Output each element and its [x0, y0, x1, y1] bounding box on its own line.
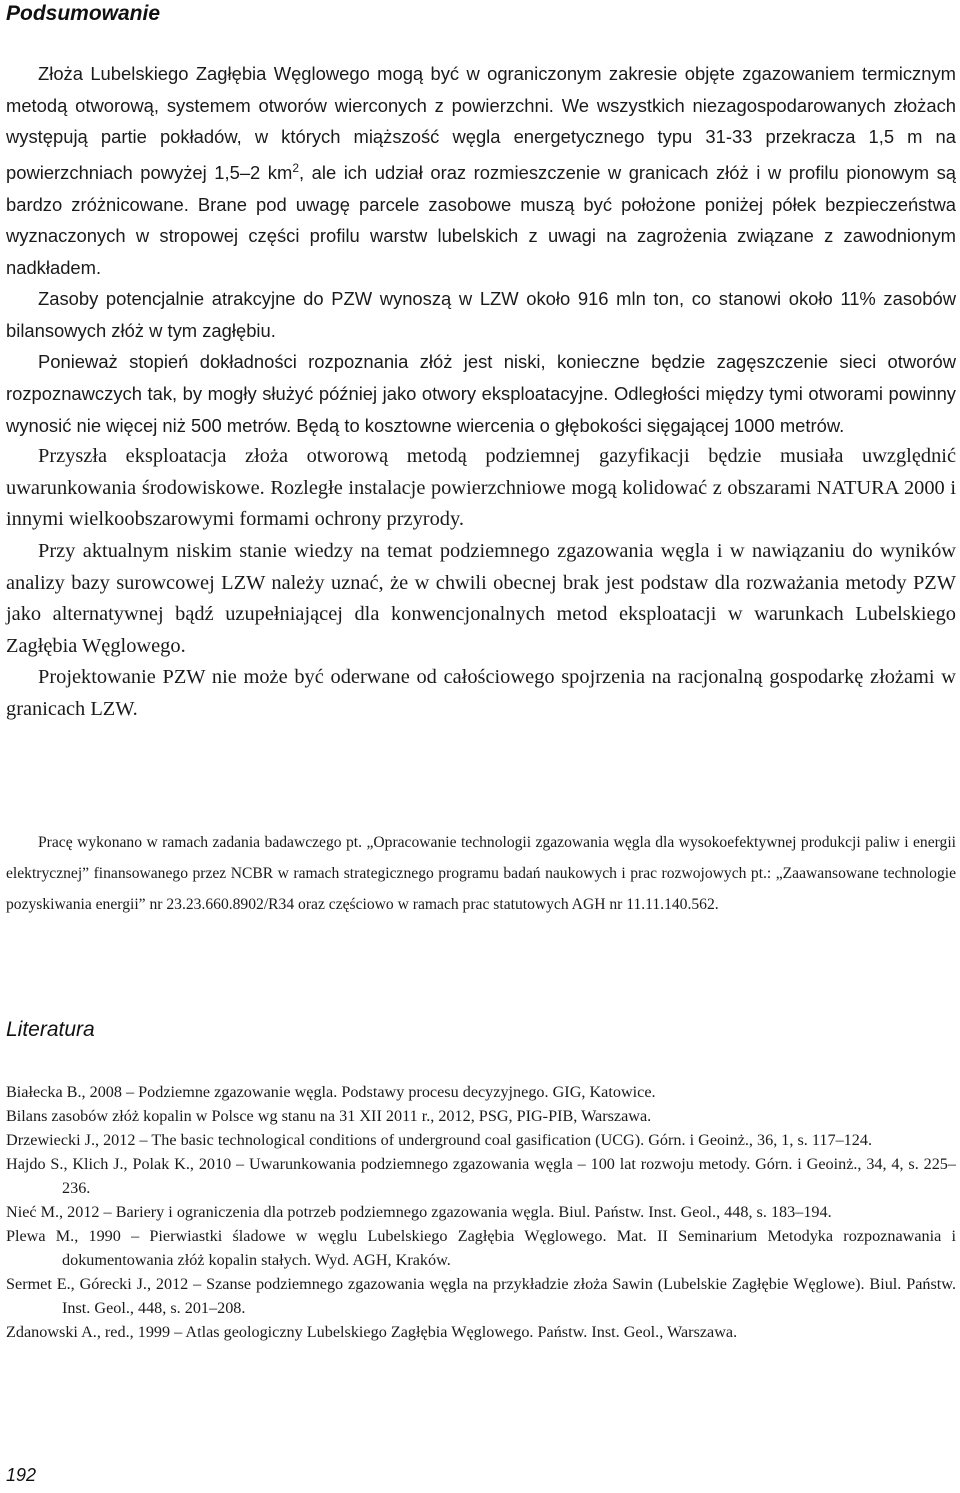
paragraph-2-text: Brane pod uwagę parcele zasobowe muszą być położone poniżej półek bezpieczeństwa wyznaczonych w stropowej części profilu warstw lubelskich z uwagi na zagrożenia związane z zawodnionym nadkładem.	[6, 193, 956, 278]
reference-item: Sermet E., Górecki J., 2012 – Szanse podziemnego zgazowania węgla na przykładzie złoża Sawin (Lubelskie Zagłębie Węglowe). Biul. Państw. Inst. Geol., 448, s. 201–208.	[6, 1275, 956, 1317]
reference-item: Nieć M., 2012 – Bariery i ograniczenia dla potrzeb podziemnego zgazowania węgla. Biul. Państw. Inst. Geol., 448, s. 183–194.	[6, 1203, 832, 1221]
superscript: 2	[292, 160, 300, 175]
summary-body	[6, 58, 956, 726]
page-number: 192	[6, 1465, 37, 1485]
reference-item: Białecka B., 2008 – Podziemne zgazowanie węgla. Podstawy procesu decyzyjnego. GIG, Katowice.	[6, 1083, 656, 1101]
reference-item: Hajdo S., Klich J., Polak K., 2010 – Uwarunkowania podziemnego zgazowania węgla – 100 lat rozwoju metody. Górn. i Geoinż., 34, 4, s. 225–236.	[6, 1155, 956, 1197]
paragraph-3: Zasoby potencjalnie atrakcyjne do PZW wynoszą w LZW około 916 mln ton, co stanowi około 11% zasobów bilansowych złóż w tym zagłębiu.	[6, 288, 956, 341]
reference-item: Zdanowski A., red., 1999 – Atlas geologiczny Lubelskiego Zagłębia Węglowego. Państw. Inst. Geol., Warszawa.	[6, 1323, 738, 1341]
paragraph-7: Projektowanie PZW nie może być oderwane od całościowego spojrzenia na racjonalną gospodarkę złożami w granicach LZW.	[6, 666, 956, 720]
paragraph-1-text: Złoża Lubelskiego Zagłębia Węglowego mogą być w ograniczonym zakresie objęte zgazowaniem termicznym metodą otworową, systemem otworów wierconych z powierzchni. We wszystkich niezagospodarowanych złożach występują partie pokładów, w których miąższość węgla energetycznego typu 31-33 przekracza 1,5 m na powierzchniach powyżej 1,5–2 km	[6, 63, 956, 183]
paragraph-5: Przyszła eksploatacja złoża otworową metodą podziemnej gazyfikacji będzie musiała uwzględnić uwarunkowania środowiskowe. Rozległe instalacje powierzchniowe mogą kolidować z obszarami NATURA 2000 i innymi wielkoobszarowymi formami ochrony przyrody.	[6, 445, 956, 531]
reference-list	[6, 1080, 956, 1344]
reference-item: Plewa M., 1990 – Pierwiastki śladowe w węglu Lubelskiego Zagłębia Węglowego. Mat. II Seminarium Metodyka rozpoznawania i dokumentowania złóż kopalin stałych. Wyd. AGH, Kraków.	[6, 1227, 956, 1269]
acknowledgement-note: Pracę wykonano w ramach zadania badawczego pt. „Opracowanie technologii zgazowania węgla dla wysokoefektywnej produkcji paliw i energii elektrycznej” finansowanego przez NCBR w ramach strategicznego programu badań naukowych i prac rozwojowych pt.: „Zaawansowane technologie pozyskiwania energii” nr 23.23.660.8902/R34 oraz częściowo w ramach prac statutowych AGH nr 11.11.140.562.	[6, 834, 956, 913]
reference-item: Drzewiecki J., 2012 – The basic technological conditions of underground coal gasification (UCG). Górn. i Geoinż., 36, 1, s. 117–124.	[6, 1131, 872, 1149]
paragraph-1-tail: , ale ich udział oraz rozmieszczenie w granicach złóż i w profilu pionowym są bardzo zróżnicowane.	[6, 161, 956, 215]
paragraph-1	[6, 58, 956, 283]
section-heading-literature: Literatura	[6, 1018, 95, 1041]
reference-item: Bilans zasobów złóż kopalin w Polsce wg stanu na 31 XII 2011 r., 2012, PSG, PIG-PIB, Warszawa.	[6, 1107, 652, 1125]
paragraph-4: Ponieważ stopień dokładności rozpoznania złóż jest niski, konieczne będzie zagęszczenie sieci otworów rozpoznawczych tak, by mogły służyć później jako otwory eksploatacyjne. Odległości między tymi otworami powinny wynosić nie więcej niż 500 metrów. Będą to kosztowne wiercenia o głębokości sięgającej 1000 metrów.	[6, 351, 956, 436]
section-heading-summary: Podsumowanie	[6, 2, 161, 25]
paragraph-6: Przy aktualnym niskim stanie wiedzy na temat podziemnego zgazowania węgla i w nawiązaniu do wyników analizy bazy surowcowej LZW należy uznać, że w chwili obecnej brak jest podstaw dla rozważania metody PZW jako alternatywnej bądź uzupełniającej dla konwencjonalnych metod eksploatacji w warunkach Lubelskiego Zagłębia Węglowego.	[6, 540, 956, 657]
